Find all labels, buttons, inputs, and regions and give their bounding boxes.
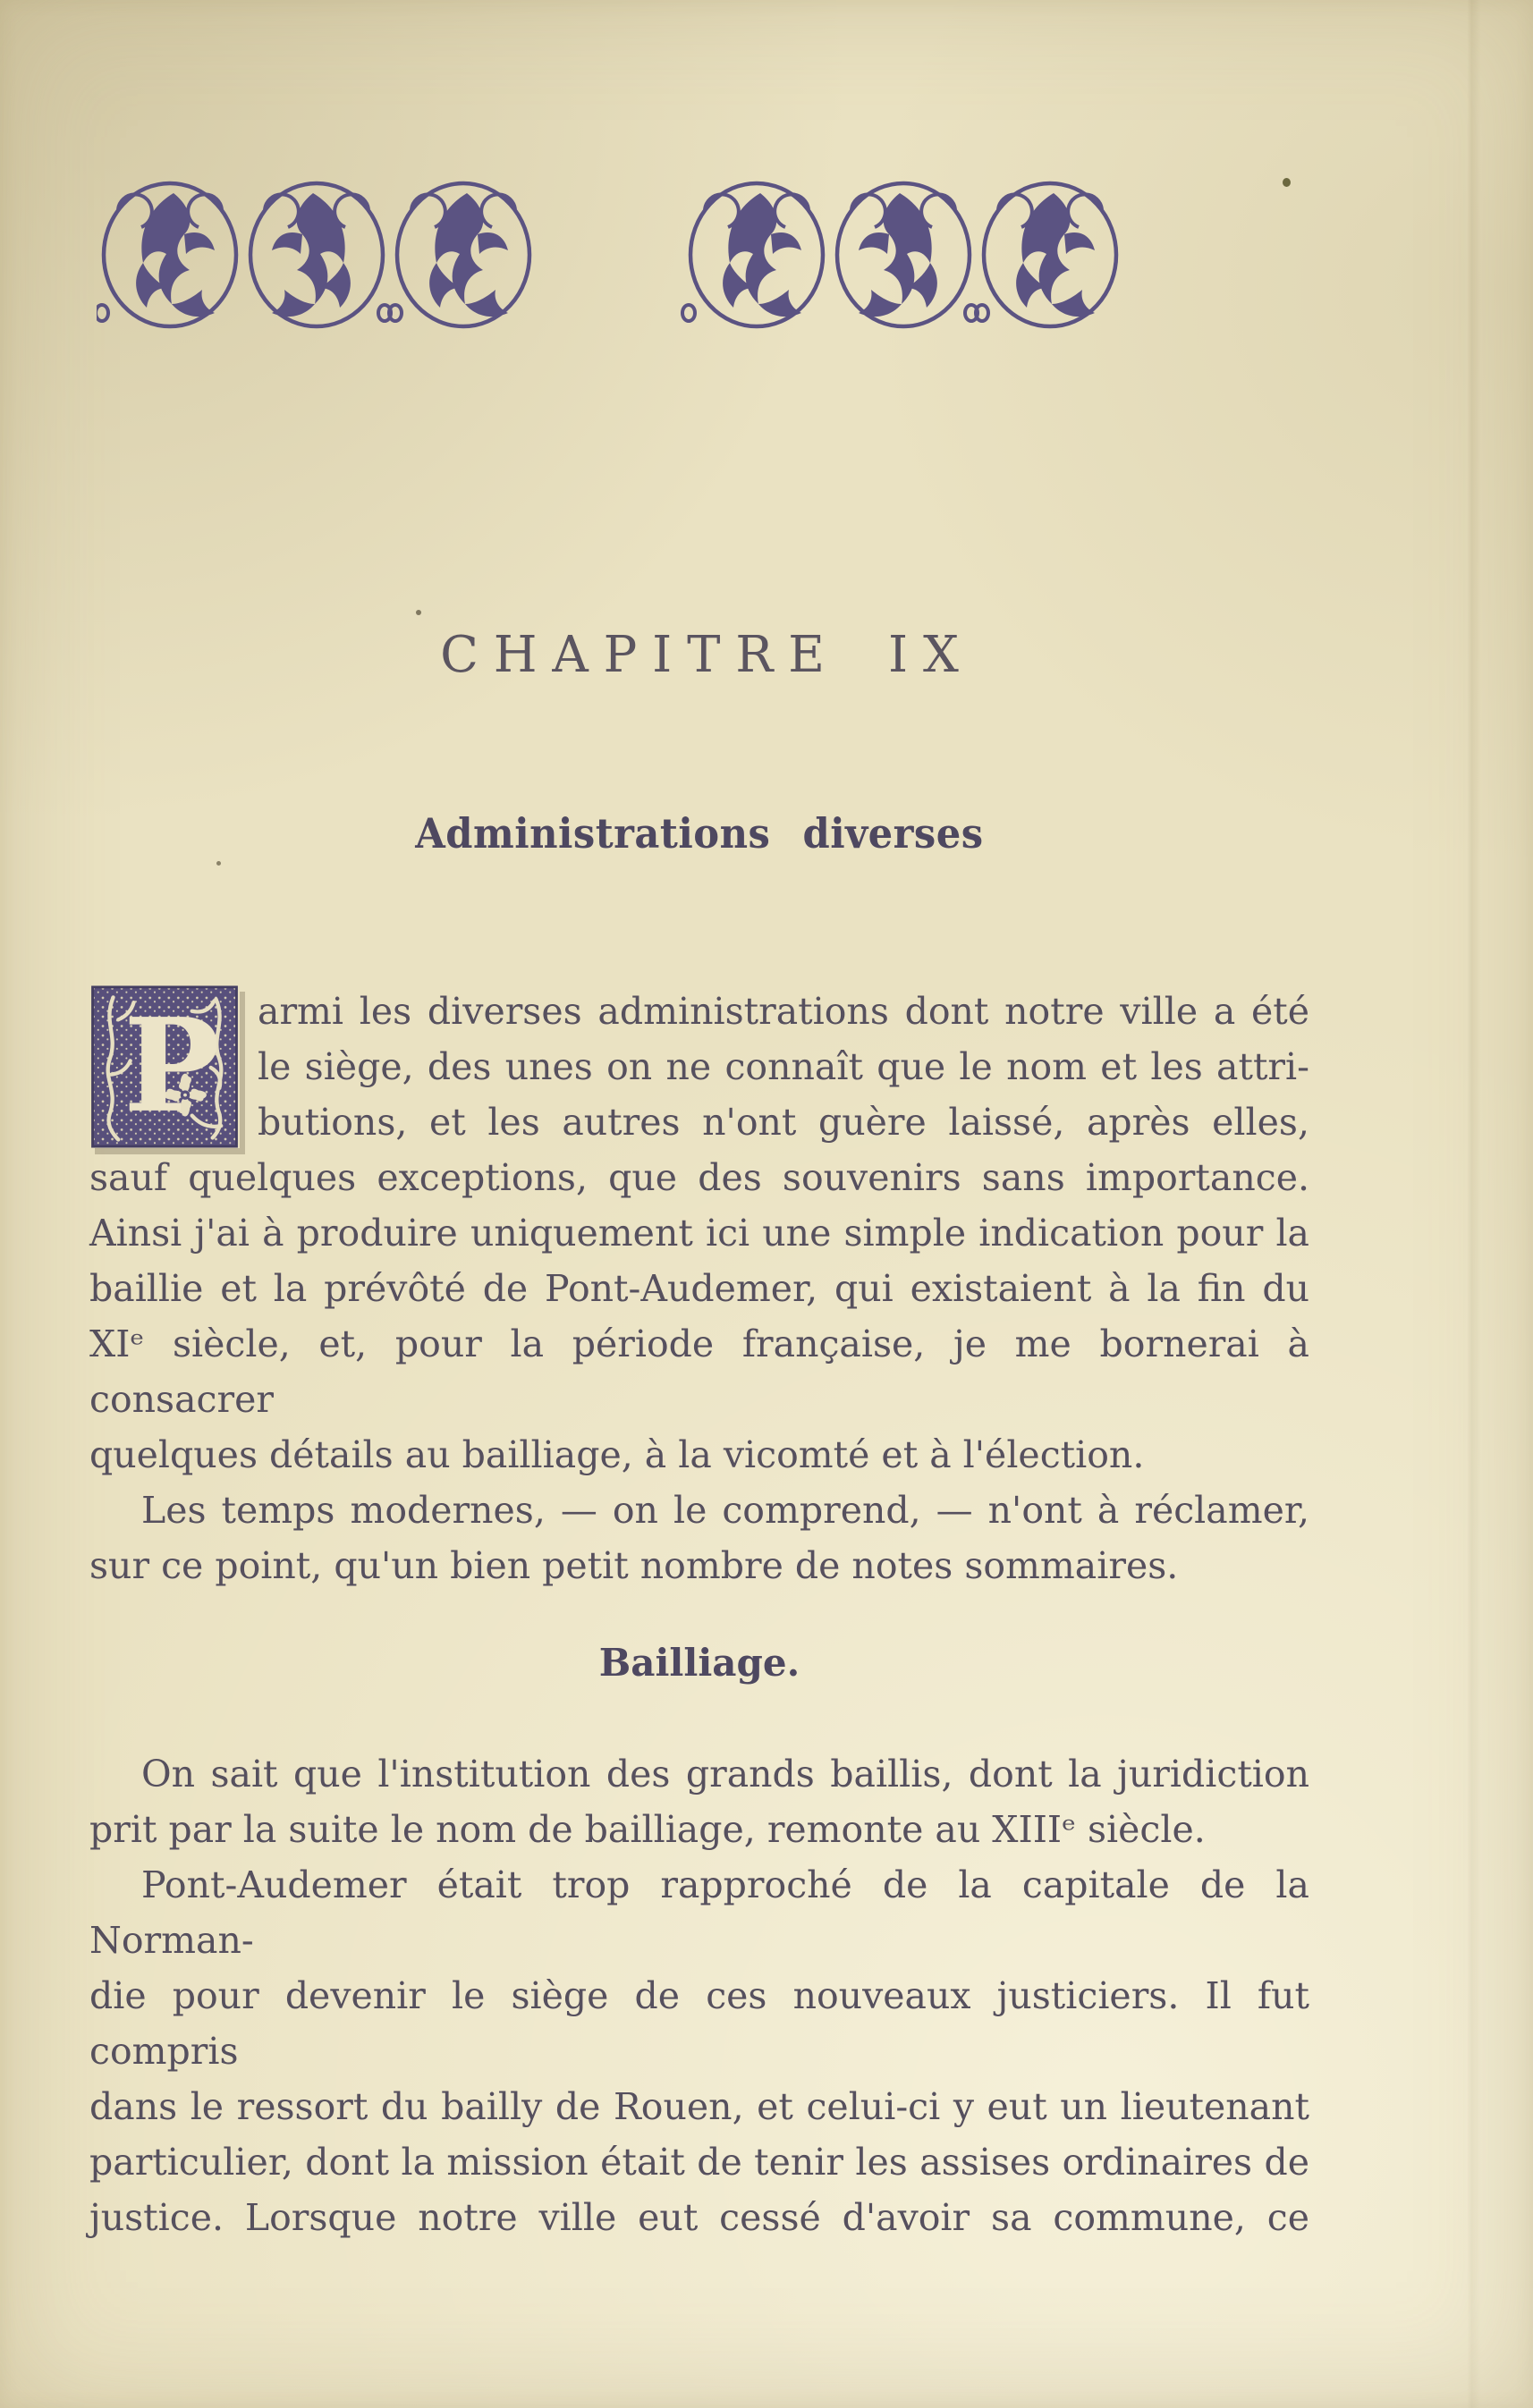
paragraph-3 — [89, 1746, 1309, 1857]
text-line: le siège, des unes on ne connaît que le nom et les attri- — [258, 1045, 1309, 1088]
text-line: particulier, dont la mission était de tenir les assises ordinaires de — [89, 2141, 1309, 2184]
text-line: sur ce point, qu'un bien petit nombre de notes sommaires. — [89, 1544, 1179, 1587]
text-line: On sait que l'institution des grands baillis, dont la juridiction — [141, 1753, 1309, 1795]
text-line: sauf quelques exceptions, que des souvenirs sans importance. — [89, 1156, 1309, 1199]
text-line: justice. Lorsque notre ville eut cessé d'avoir sa commune, ce — [89, 2196, 1309, 2239]
floral-headpiece-ornament — [97, 170, 1270, 335]
text-line: prit par la suite le nom de bailliage, remonte au XIIIᵉ siècle. — [89, 1808, 1206, 1851]
chapter-subtitle — [89, 811, 1309, 856]
text-line: armi les diverses administrations dont notre ville a été — [258, 990, 1309, 1033]
text-line: Pont-Audemer était trop rapproché de la capitale de la Norman- — [89, 1863, 1309, 1962]
text-line: Les temps modernes, — on le comprend, — n'ont à réclamer, — [141, 1489, 1309, 1532]
text-line: quelques détails au bailliage, à la vicomté et à l'élection. — [89, 1433, 1145, 1476]
chapter-subtitle-text: Administrations diverses — [415, 809, 984, 858]
drop-cap-initial — [89, 985, 240, 1148]
paragraph-4 — [89, 1857, 1309, 2245]
text-line: dans le ressort du bailly de Rouen, et celui-ci y eut un lieutenant — [89, 2085, 1309, 2128]
drop-cap-letter: P — [123, 989, 221, 1141]
text-line: baillie et la prévôté de Pont-Audemer, qui existaient à la fin du — [89, 1267, 1309, 1310]
paragraph-1 — [89, 984, 1309, 1483]
body-text — [89, 984, 1309, 2245]
text-line: XIᵉ siècle, et, pour la période française, je me bornerai à consacrer — [89, 1322, 1309, 1421]
page-content — [0, 170, 1533, 2245]
section-heading: Bailliage. — [598, 1641, 800, 1685]
text-line: die pour devenir le siège de ces nouveaux justiciers. Il fut compris — [89, 1974, 1309, 2073]
text-line: Ainsi j'ai à produire uniquement ici une simple indication pour la — [89, 1212, 1309, 1255]
text-line: butions, et les autres n'ont guère laissé, après elles, — [258, 1101, 1309, 1144]
paragraph-1-lines — [89, 984, 1309, 1483]
paragraph-2 — [89, 1483, 1309, 1593]
chapter-title: CHAPITRE IX — [440, 626, 974, 684]
